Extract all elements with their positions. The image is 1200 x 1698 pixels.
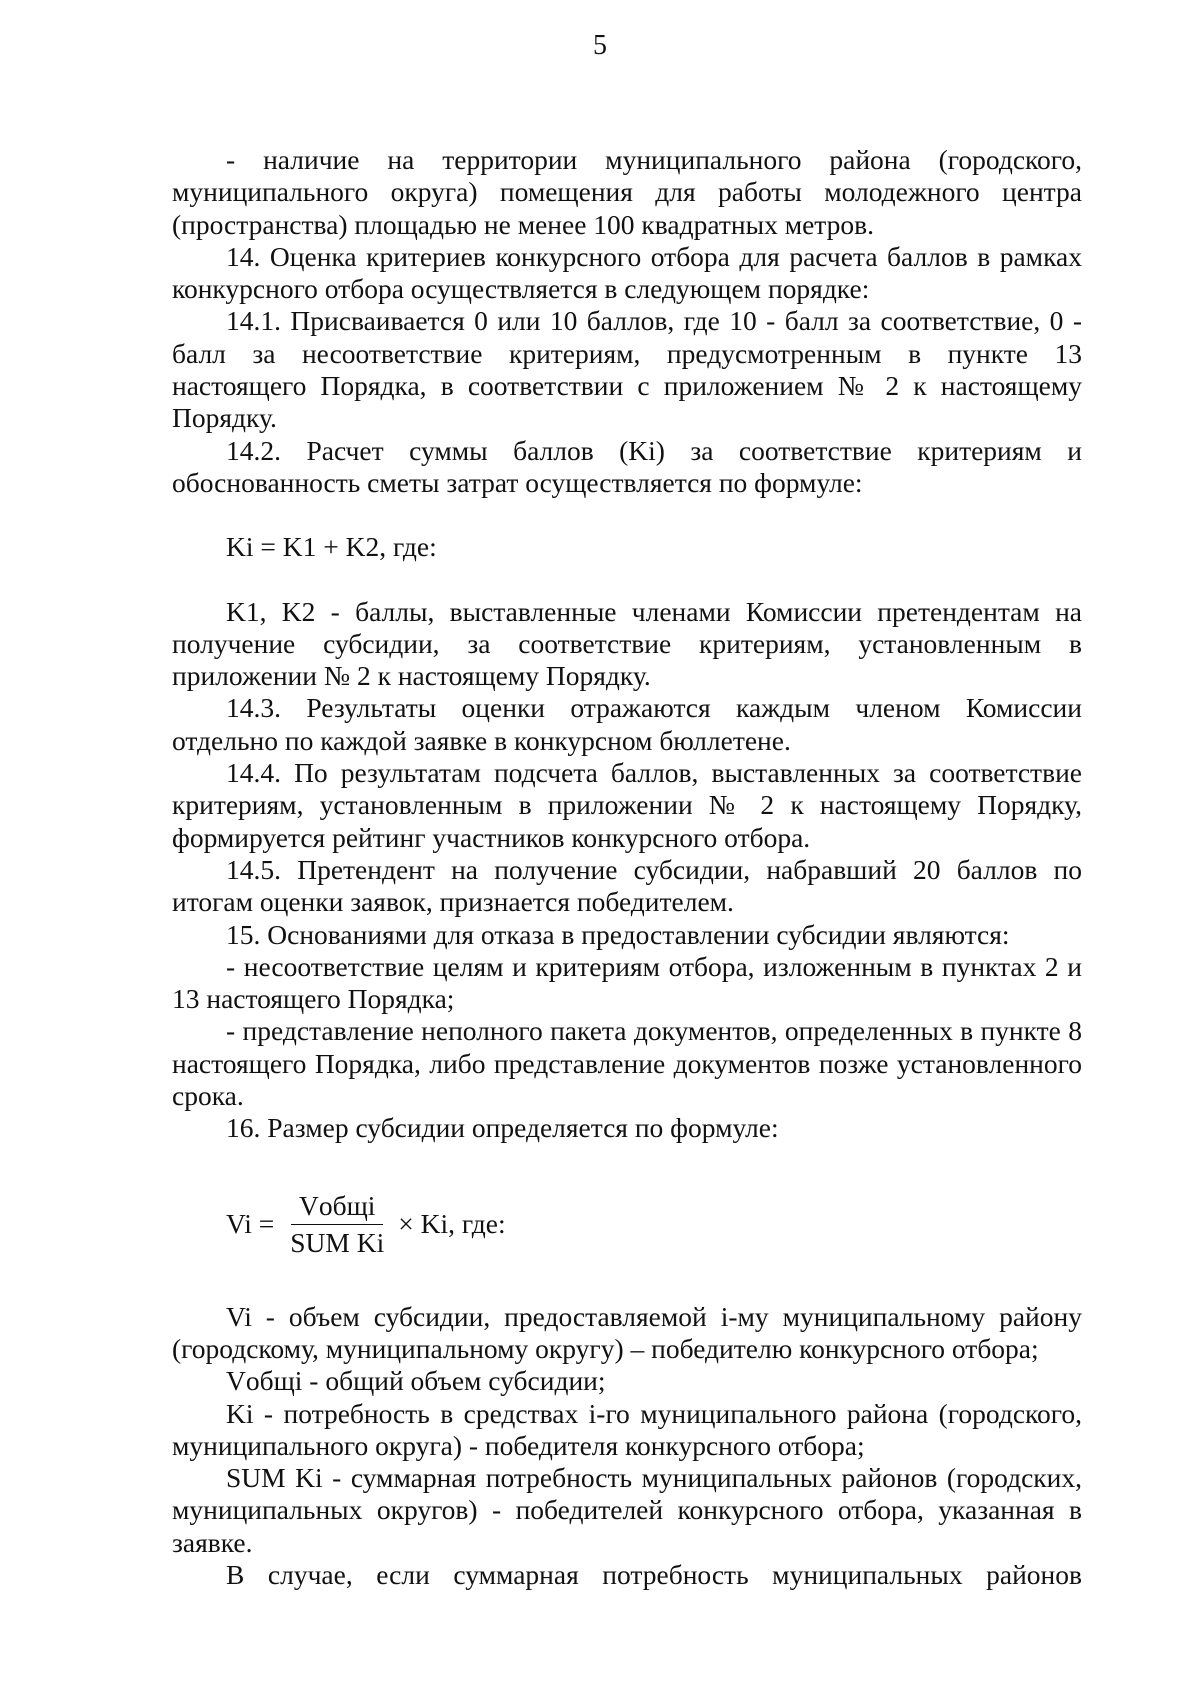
paragraph-premises-requirement: - наличие на территории муниципального района (городского, муниципального округа) помещения для работы молодежного центра (пространства) площадью не менее 100 квадратных метров. xyxy=(172,144,1082,240)
paragraph-refusal-reason-1: - несоответствие целям и критериям отбора, изложенным в пунктах 2 и 13 настоящего Порядка; xyxy=(172,950,1082,1015)
page-number: 5 xyxy=(593,30,607,61)
formula-rhs: × Ki, где: xyxy=(398,1208,506,1240)
formula-subsidy-size xyxy=(172,1189,1082,1261)
formula-lhs: Vi = xyxy=(226,1208,275,1240)
paragraph-refusal-reason-2: - представление неполного пакета документов, определенных в пункте 8 настоящего Порядка, либо представление документов позже установленного срока. xyxy=(172,1015,1082,1112)
formula-numerator: Vобщi xyxy=(291,1189,383,1225)
paragraph-section-14-3: 14.3. Результаты оценки отражаются каждым членом Комиссии отдельно по каждой заявке в конкурсном бюллетене. xyxy=(172,692,1082,756)
paragraph-section-14-1: 14.1. Присваивается 0 или 10 баллов, где 10 - балл за соответствие, 0 - балл за несоответствие критериям, предусмотренным в пункте 13 настоящего Порядка, в соответствии с приложением № 2 к настоящему Порядку. xyxy=(172,305,1082,434)
paragraph-sum-ki-definition: SUM Ki - суммарная потребность муниципальных районов (городских, муниципальных округов) - победителей конкурсного отбора, указанная в заявке. xyxy=(172,1462,1082,1558)
formula-ki-sum: Ki = K1 + K2, где: xyxy=(226,531,437,563)
paragraph-section-14-5: 14.5. Претендент на получение субсидии, набравший 20 баллов по итогам оценки заявок, признается победителем. xyxy=(172,853,1082,918)
paragraph-section-14-2: 14.2. Расчет суммы баллов (Ki) за соответствие критериям и обоснованность сметы затрат осуществляется по формуле: xyxy=(172,434,1082,498)
paragraph-section-14-4: 14.4. По результатам подсчета баллов, выставленных за соответствие критериям, установленным в приложении № 2 к настоящему Порядку, формируется рейтинг участников конкурсного отбора. xyxy=(172,757,1082,853)
paragraph-section-14: 14. Оценка критериев конкурсного отбора для расчета баллов в рамках конкурсного отбора осуществляется в следующем порядке: xyxy=(172,240,1082,305)
paragraph-section-15: 15. Основаниями для отказа в предоставлении субсидии являются: xyxy=(226,918,1010,950)
document-body xyxy=(172,144,1082,1591)
paragraph-section-16: 16. Размер субсидии определяется по формуле: xyxy=(226,1112,779,1144)
paragraph-vtotal-definition: Vобщi - общий объем субсидии; xyxy=(226,1365,606,1397)
paragraph-k1-k2-definition: K1, K2 - баллы, выставленные членами Комиссии претендентам на получение субсидии, за соответствие критериям, установленным в приложении № 2 к настоящему Порядку. xyxy=(172,595,1082,692)
paragraph-continuation: В случае, если суммарная потребность муниципальных районов xyxy=(226,1558,1082,1590)
paragraph-ki-definition: Ki - потребность в средствах i-го муниципального района (городского, муниципального округа) - победителя конкурсного отбора; xyxy=(172,1397,1082,1461)
formula-fraction xyxy=(282,1189,392,1260)
paragraph-vi-definition: Vi - объем субсидии, предоставляемой i-му муниципальному району (городскому, муниципальному округу) – победителю конкурсного отбора; xyxy=(172,1300,1082,1364)
formula-denominator: SUM Ki xyxy=(290,1227,385,1259)
